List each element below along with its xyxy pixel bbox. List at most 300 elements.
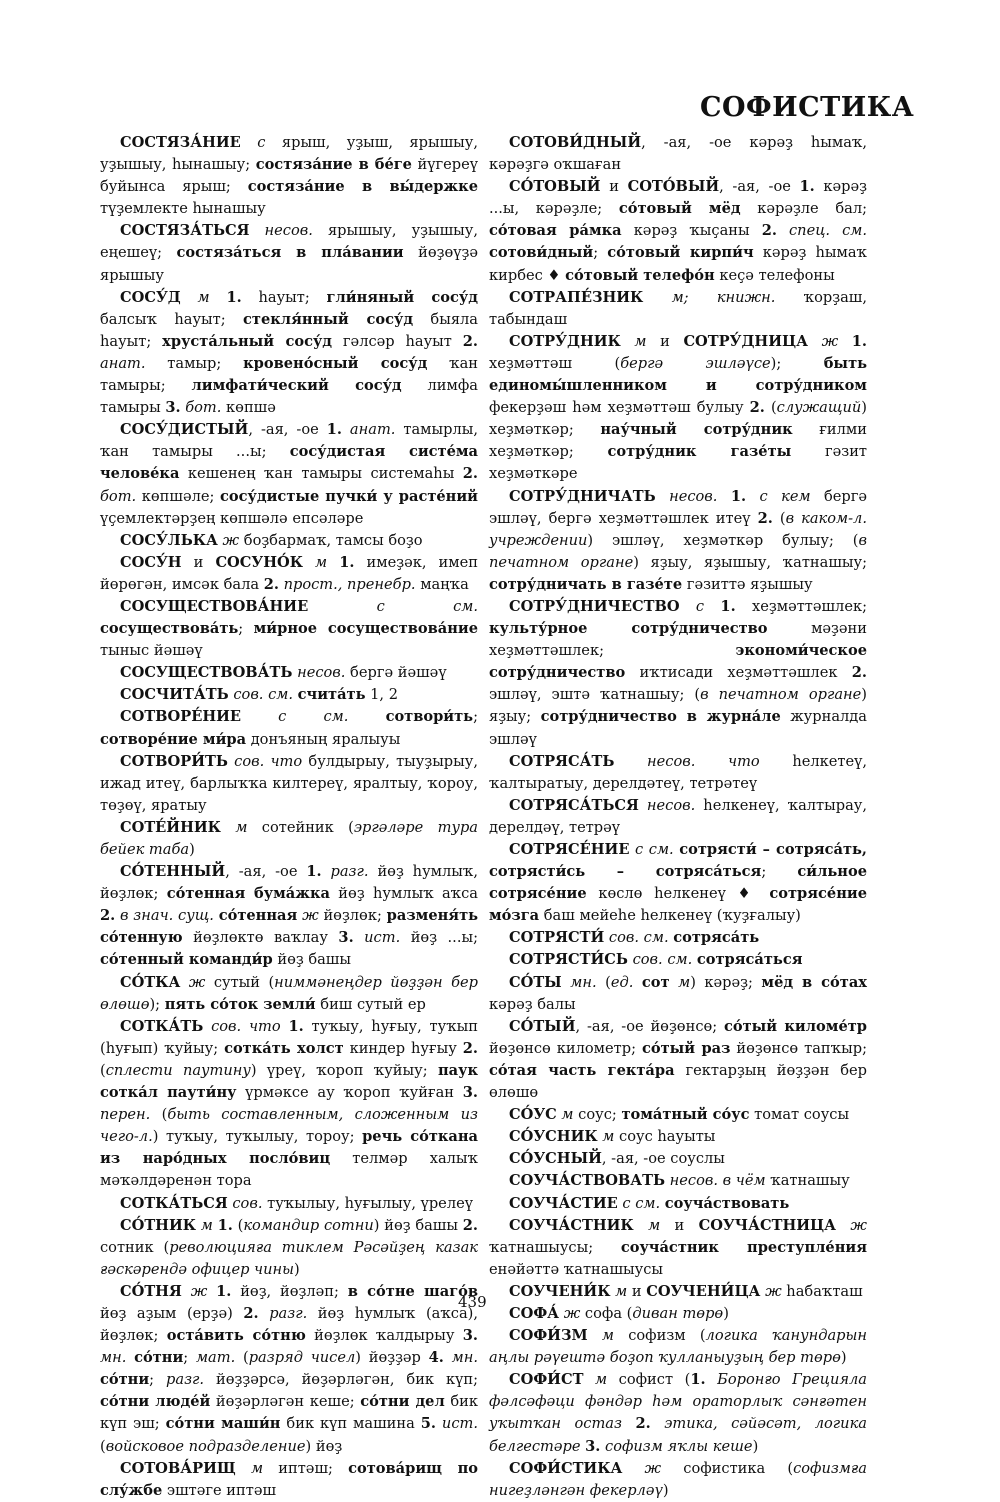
bold-phrase: состяза́ние в бе́ге <box>255 156 412 174</box>
grammar-label: с <box>240 134 266 151</box>
entry-text: ғилми хеҙмәткәр; <box>489 421 867 461</box>
grammar-label: ж <box>559 1304 581 1322</box>
entry-text: баш мейеһе һелкенеү (ҡуҙғалыу) <box>539 907 801 925</box>
bold-phrase: сотру́дничать в газе́те <box>489 575 683 593</box>
entry-text: сотейник ( <box>247 818 354 836</box>
entry-text: и <box>660 1216 699 1234</box>
grammar-label: в знач. сущ. <box>115 907 214 925</box>
entry-text <box>717 488 730 505</box>
grammar-label: м <box>610 1282 628 1300</box>
entry-text <box>838 333 852 350</box>
entry-text: мәҙәни хеҙмәттәшлек; <box>489 620 867 660</box>
dictionary-entry <box>100 596 478 662</box>
bold-phrase: экономи́ческое сотру́дничество <box>489 642 867 682</box>
bold-phrase: со́тни дел <box>360 1393 445 1411</box>
grammar-label: сов. см. <box>228 686 294 704</box>
grammar-label: мн. <box>443 1349 478 1367</box>
entry-text: сотник ( <box>100 1238 170 1256</box>
entry-text: , -ая, -ое соуслы <box>601 1150 725 1168</box>
grammar-label: м <box>587 1327 614 1345</box>
bold-phrase: со́тенный команди́р <box>100 951 273 969</box>
entry-text: йөҙөнсө тапҡыр; <box>730 1039 867 1057</box>
entry-text: ; <box>183 1349 196 1367</box>
bold-phrase: сотвори́ть <box>385 708 474 726</box>
grammar-label: диван төрө <box>632 1304 724 1322</box>
grammar-label: ед. <box>610 973 634 991</box>
entry-text: соус һауыты <box>614 1128 716 1146</box>
entry-text: ) яҙыу, яҙышыу, ҡатнашыу; <box>633 553 868 571</box>
entry-text: көпшә <box>221 399 276 417</box>
dictionary-entry <box>489 972 867 1016</box>
dictionary-entry <box>100 817 478 861</box>
grammar-label: бот. <box>180 399 222 417</box>
bold-phrase: 1. <box>216 1282 232 1300</box>
grammar-label: сов. см. <box>604 929 669 947</box>
entry-text: йөҙәрләгән кеше; <box>210 1393 361 1411</box>
entry-text: ) яҙыу; <box>489 686 867 726</box>
grammar-label: м <box>556 1106 574 1124</box>
bold-phrase: 3. <box>585 1437 601 1455</box>
entry-text: ) үреү, ҡороп ҡуйыу; <box>250 1061 438 1079</box>
entry-text: кәрәҙ ...ы, кәрәҙле; <box>489 178 867 218</box>
entry-text: йөҙөүҙә ярышыу <box>100 244 478 284</box>
entry-text: йүгереү буйынса ярыш; <box>100 156 478 196</box>
bold-phrase: 5. <box>420 1415 436 1433</box>
entry-text: ; <box>593 244 608 262</box>
headword: СОУЧА́СТВОВАТЬ <box>509 1172 666 1190</box>
dictionary-entry <box>100 220 478 286</box>
entry-text: йөҙлөк; <box>318 907 387 925</box>
bold-phrase: 1. <box>226 288 242 306</box>
headword: СО́ТНЯ <box>120 1282 182 1300</box>
grammar-label: несов. <box>638 796 696 814</box>
grammar-label: бергә эшләүсе <box>620 354 771 372</box>
bold-phrase: культу́рное сотру́дничество <box>489 620 768 638</box>
headword: СОУЧЕНИ́К <box>509 1282 611 1300</box>
headword: СОТРУ́ДНИЧАТЬ <box>509 487 656 505</box>
entry-text: йөҙлөк ҡалдырыу <box>305 1327 463 1345</box>
grammar-label: сов. см. <box>627 951 693 969</box>
dictionary-entry <box>100 684 478 706</box>
dictionary-entry <box>100 552 478 596</box>
grammar-label: ж <box>760 1282 782 1300</box>
entry-text: туҡылыу, һуғылыу, үрелеү <box>262 1194 473 1212</box>
headword: СО́ТНИК <box>120 1216 197 1234</box>
entry-text <box>633 974 642 991</box>
grammar-label: сов. что <box>227 752 303 770</box>
bold-phrase: со́тни маши́н <box>165 1415 281 1433</box>
grammar-label: сов. что <box>203 1017 281 1035</box>
dictionary-entry <box>100 132 478 220</box>
dictionary-entry <box>100 1016 478 1193</box>
grammar-label: м <box>597 1128 615 1146</box>
bold-phrase: состяза́ние в вы́держке <box>247 178 478 196</box>
grammar-label: м <box>220 818 248 836</box>
bold-phrase: со́тенная бума́жка <box>166 885 330 903</box>
bold-phrase: 3. <box>462 1084 478 1102</box>
headword: СОТОВИ́ДНЫЙ <box>509 134 642 151</box>
dictionary-entry <box>100 751 478 817</box>
bold-phrase: со́товый телефо́н <box>565 266 715 284</box>
grammar-label: этика, сәйәсәт, логика белгестәре <box>489 1415 868 1455</box>
headword: СОСЧИТА́ТЬ <box>120 686 229 704</box>
bold-phrase: 4. <box>428 1349 444 1367</box>
entry-text <box>207 1283 216 1300</box>
entry-text: ) кәрәҙ; <box>690 973 762 991</box>
grammar-label: разг. <box>166 1371 205 1389</box>
entry-text <box>651 1415 664 1432</box>
entry-text: ) <box>840 1349 847 1367</box>
dictionary-entry <box>489 1016 867 1104</box>
headword: СОСУЩЕСТВОВА́ТЬ <box>120 664 293 682</box>
grammar-label: в каком-л. учреждении <box>489 509 867 549</box>
headword: СОТРУ́ДНИЧЕСТВО <box>509 597 680 615</box>
entry-text: ) хеҙмәткәр; <box>489 399 867 439</box>
entry-text: ( <box>772 509 786 527</box>
grammar-label: несов. что <box>614 752 760 770</box>
bold-phrase: со́тни люде́й <box>100 1393 211 1411</box>
grammar-label: мн. <box>100 1349 127 1367</box>
headword: СОТРЯСТИ́СЬ <box>509 951 628 969</box>
grammar-label: с см. <box>308 597 478 615</box>
bold-phrase: со́тая часть гекта́ра <box>489 1061 675 1079</box>
entry-text: кәрәҙ һымаҡ кирбес ♦ <box>489 244 867 284</box>
bold-phrase: сосуществова́ть <box>100 620 239 638</box>
headword: СОСТЯЗА́НИЕ <box>120 134 241 151</box>
bold-phrase: сотрясти́ – сотряса́ть, сотрясти́сь – сотряса́ться <box>489 841 867 881</box>
entry-text: софизм ( <box>613 1327 706 1345</box>
grammar-label: с <box>679 597 705 615</box>
headword: СОСУ́Н <box>120 553 182 571</box>
bold-phrase: в со́тне шаго́в <box>347 1282 479 1300</box>
bold-phrase: счита́ть <box>297 686 366 704</box>
headword: СО́ТЫ <box>509 973 562 991</box>
entry-text: кәрәҙле бал; <box>740 200 868 218</box>
entry-text: ( <box>232 1216 244 1234</box>
grammar-label: разряд чисел <box>248 1349 356 1367</box>
headword: СОТРУ́ДНИК <box>509 332 621 350</box>
bold-phrase: сотру́дничество в журна́ле <box>540 708 781 726</box>
entry-text <box>210 289 227 306</box>
bold-phrase: сосу́дистая систе́ма челове́ка <box>100 443 479 483</box>
grammar-label: войсковое подразделение <box>105 1437 306 1455</box>
entry-text: ярыш, уҙыш, ярышыу, уҙышыу, һынашыу; <box>100 134 478 174</box>
entry-text: ( <box>100 1061 106 1079</box>
headword: СОУЧЕНИ́ЦА <box>646 1282 761 1300</box>
bold-phrase: сотру́дник газе́ты <box>607 443 792 461</box>
entry-text: һелкенеү, ҡалтырау, дерелдәү, тетрәү <box>489 796 867 836</box>
grammar-label: м <box>669 973 691 991</box>
entry-text: йөҙ башы <box>272 951 351 969</box>
grammar-label: быть составленным, сложенным из чего-л. <box>100 1106 478 1146</box>
bold-phrase: со́товый мёд <box>618 200 741 218</box>
entry-text: иптәш; <box>263 1459 349 1477</box>
entry-text: йөҙ ...ы; <box>400 929 478 947</box>
dictionary-entry <box>489 795 867 839</box>
entry-text <box>706 1371 718 1388</box>
bold-phrase: тома́тный со́ус <box>621 1106 750 1124</box>
entry-text: ); <box>149 995 165 1013</box>
left-column <box>100 132 478 1502</box>
grammar-label: ист. <box>436 1415 478 1433</box>
dictionary-entry <box>100 1193 478 1215</box>
entry-text: и <box>600 178 628 196</box>
entry-text: кешенең ҡан тамыры системаһы <box>179 465 463 483</box>
headword: СОТВОРИ́ТЬ <box>120 752 228 770</box>
headword: СО́ТКА <box>120 973 181 991</box>
entry-text: , -ая, -ое йөҙөнсө; <box>575 1017 725 1035</box>
grammar-label: ж <box>180 973 206 991</box>
bold-phrase: 2. <box>761 222 777 240</box>
entry-text: йөҙ һумлыҡ (аҡса), йөҙлөк; <box>100 1304 479 1345</box>
headword: СОУЧА́СТИЕ <box>509 1194 618 1212</box>
entry-text <box>126 1349 134 1366</box>
entry-text: бик күп эш; <box>100 1393 478 1433</box>
bold-phrase: сот <box>641 973 670 991</box>
grammar-label: ж <box>622 1459 662 1477</box>
entry-text: йөҙ аҙым (ерҙә) <box>100 1304 244 1322</box>
headword: СОФИ́СТИКА <box>509 1459 623 1477</box>
bold-phrase: 1. <box>306 863 322 881</box>
entry-text: ; <box>149 1371 167 1389</box>
entry-text: ( <box>596 973 611 991</box>
entry-text: ) <box>662 1481 669 1499</box>
entry-text: бергә йәшәү <box>345 664 447 682</box>
entry-text: һауыт; <box>241 288 327 306</box>
grammar-label: бот. <box>100 487 137 505</box>
entry-text: йөҙлөктө ваҡлау <box>182 929 339 947</box>
entry-text: эштәге иптәш <box>162 1481 277 1499</box>
bold-phrase: со́тенная <box>218 907 298 925</box>
entry-text: журналда эшләү <box>489 708 867 748</box>
entry-text: тыныс йәшәү <box>100 642 203 660</box>
dictionary-entry <box>100 1458 478 1502</box>
headword: СОТРЯСА́ТЬСЯ <box>509 796 639 814</box>
bold-phrase: состяза́ться в пла́вании <box>176 244 404 262</box>
entry-text: көпшәле; <box>136 487 221 505</box>
bold-phrase: 1. <box>851 332 867 350</box>
grammar-label: ист. <box>353 929 401 947</box>
entry-text: соус; <box>573 1106 622 1124</box>
entry-text <box>704 598 720 615</box>
dictionary-entry <box>489 287 867 331</box>
entry-text: йөҙ, йөҙләп; <box>231 1282 348 1300</box>
dictionary-entry <box>489 1325 867 1369</box>
bold-phrase: 3. <box>338 929 354 947</box>
grammar-label: ж <box>217 531 240 549</box>
grammar-label: м <box>633 1216 661 1234</box>
entry-text: ҡатнашыу <box>765 1172 850 1190</box>
entry-text: кәрәҙ ҡыҫаны <box>621 222 762 240</box>
headword: СОФИ́СТ <box>509 1371 584 1389</box>
headword: СОТРЯСЕ́НИЕ <box>509 841 630 858</box>
dictionary-entry <box>100 861 478 971</box>
dictionary-entry <box>489 1458 867 1502</box>
bold-phrase: соуча́ствовать <box>664 1194 790 1212</box>
headword: СО́ТОВЫЙ <box>509 178 601 196</box>
headword: СОТКА́ТЬСЯ <box>120 1194 228 1212</box>
entry-text: сутый ( <box>205 973 275 991</box>
grammar-label: анат. <box>341 421 396 439</box>
bold-phrase: 1. <box>217 1216 233 1234</box>
entry-text: эшләү, эштә ҡатнашыу; ( <box>489 686 701 704</box>
entry-text: гектарҙың йөҙҙән бер өлөшө <box>489 1061 867 1102</box>
bold-phrase: си́льное сотрясе́ние <box>489 863 867 903</box>
entry-text: ; <box>238 620 254 638</box>
entry-text: имеҙәк, имеп йөрөгән, имсәк бала <box>100 553 478 593</box>
bold-phrase: соуча́стник преступле́ния <box>620 1238 868 1256</box>
entry-text: гәзиттә яҙышыу <box>682 575 813 593</box>
bold-phrase: со́товый кирпи́ч <box>607 244 754 262</box>
entry-text: ) <box>723 1304 729 1322</box>
bold-phrase: речь со́ткана из наро́дных посло́виц <box>100 1128 478 1168</box>
entry-text: ; <box>761 863 798 881</box>
entry-text: йөҙөнсө километр; <box>489 1039 642 1057</box>
dictionary-entry <box>489 1281 867 1303</box>
grammar-label: ж <box>181 1282 208 1300</box>
entry-text: маңҡа <box>415 575 469 593</box>
entry-text: , -ая, -ое <box>719 178 800 196</box>
entry-text: ; <box>473 708 478 726</box>
entry-text: ярышыу, уҙышыу, еңешеү; <box>100 222 479 262</box>
entry-text: түҙемлекте һынашыу <box>100 200 266 218</box>
grammar-label: м <box>180 288 210 306</box>
dictionary-entry <box>100 530 478 552</box>
bold-phrase: лимфати́ческий сосу́д <box>191 377 402 395</box>
grammar-label: несов. <box>292 664 346 682</box>
dictionary-entry <box>489 1303 867 1325</box>
grammar-label: с см. <box>617 1194 661 1212</box>
bold-phrase: оста́вить со́тню <box>166 1327 306 1345</box>
entry-text: быяла һауыт; <box>100 310 479 350</box>
grammar-label: несов. <box>655 487 718 505</box>
bold-phrase: сотряса́ть <box>673 929 760 947</box>
dictionary-entry <box>489 1193 867 1215</box>
entry-text: ( <box>764 399 777 417</box>
dictionary-entry <box>489 751 867 795</box>
dictionary-entry <box>489 596 867 751</box>
bold-phrase: гли́няный сосу́д <box>326 288 478 306</box>
bold-phrase: 2. <box>100 907 116 925</box>
bold-phrase: 2. <box>243 1304 259 1322</box>
entry-text: томат соусы <box>749 1106 850 1124</box>
headword: СОТО́ВЫЙ <box>627 178 720 196</box>
grammar-label: революцияға тиклем Рәсәйҙең казак ғәскәрендә офицер чины <box>100 1238 478 1278</box>
grammar-label: м <box>583 1371 608 1389</box>
headword: СОТЕ́ЙНИК <box>120 818 221 836</box>
bold-phrase: мёд в со́тах <box>761 973 867 991</box>
headword: СОТРЯСТИ́ <box>509 929 605 947</box>
entry-text: донъяның яралыуы <box>246 730 401 748</box>
grammar-label: софизм яҡлы кеше <box>605 1437 753 1455</box>
entry-text: хеҙмәттәш ( <box>489 354 621 372</box>
dictionary-entry <box>100 972 478 1016</box>
bold-phrase: сосу́дистые пучки́ у расте́ний <box>220 487 478 505</box>
entry-text: софа ( <box>580 1304 633 1322</box>
grammar-label: служащий <box>776 399 862 417</box>
grammar-label: м <box>196 1216 213 1234</box>
grammar-label: м <box>235 1459 264 1477</box>
dictionary-entry <box>489 132 867 176</box>
dictionary-entry <box>100 1281 478 1458</box>
dictionary-entry <box>100 419 478 529</box>
entry-text: туҡыу, һуғыу, туҡып (һуғып) ҡуйыу; <box>100 1017 479 1057</box>
dictionary-entry <box>489 176 867 286</box>
entry-text: телмәр халыҡ мәҡәлдәренән тора <box>100 1150 478 1190</box>
bold-phrase: сотова́рищ по слу́жбе <box>100 1459 478 1499</box>
entry-text <box>348 708 385 725</box>
grammar-label: м <box>620 332 647 350</box>
grammar-label: ниммәнеңдер йөҙҙән бер өлөшө <box>100 973 478 1013</box>
bold-phrase: 1. <box>326 421 342 439</box>
entry-text: ( <box>150 1106 168 1124</box>
headword: СОТРАПЕ́ЗНИК <box>509 288 644 306</box>
dictionary-entry <box>489 1369 867 1457</box>
grammar-label: Боронғо Грецияла фәлсәфәци фәндәр һәм ораторлыҡ сәнғәтен уҡытҡан остаз <box>489 1371 868 1433</box>
grammar-label: сов. <box>227 1194 263 1212</box>
running-head: СОФИСТИКА <box>700 92 915 123</box>
bold-phrase: 1. <box>720 597 736 615</box>
entry-text <box>622 1415 635 1432</box>
dictionary-entry <box>489 949 867 971</box>
right-column <box>489 132 867 1502</box>
entry-text: софист ( <box>607 1371 691 1389</box>
grammar-label: м <box>303 553 328 571</box>
bold-phrase: сотови́дный <box>489 244 594 262</box>
entry-text: и <box>646 332 684 350</box>
grammar-label: ж <box>836 1216 867 1234</box>
entry-text: иҡтисади хеҙмәттәшлек <box>625 664 852 682</box>
entry-text: кеҫә телефоны <box>714 266 835 284</box>
bold-phrase: 1. <box>690 1371 706 1389</box>
entry-text: булдырыу, тыуҙырыу, ижад итеү, барлыҡҡа килтереү, яралтыу, ҡороу, төҙөү, яратыу <box>100 752 478 814</box>
grammar-label: в печатном органе <box>489 531 867 571</box>
bold-phrase: 2. <box>462 465 478 483</box>
bold-phrase: 2. <box>851 664 867 682</box>
entry-text: хеҙмәттәшлек; <box>735 597 868 615</box>
entry-text: софистика ( <box>661 1459 794 1477</box>
entry-text: ) <box>752 1437 759 1455</box>
bold-phrase: 2. <box>757 509 773 527</box>
entry-text: киндер һуғыу <box>343 1039 463 1057</box>
grammar-label: логика ҡанундарын аңлы рәүештә боҙоп ҡулланыуҙың бер төрө <box>489 1327 867 1367</box>
bold-phrase: со́товая ра́мка <box>489 222 622 240</box>
entry-text: һабаҡташ <box>781 1282 863 1300</box>
grammar-label: спец. см. <box>776 222 868 240</box>
dictionary-entry <box>489 839 867 927</box>
dictionary-entry <box>100 1215 478 1281</box>
headword: СОТРУ́ДНИЦА <box>683 332 808 350</box>
entry-text: лимфа тамыры <box>100 377 478 417</box>
bold-phrase: 1. <box>339 553 355 571</box>
headword: СОФИ́ЗМ <box>509 1327 588 1345</box>
entry-text: ( <box>100 1437 106 1455</box>
headword: СО́УС <box>509 1106 557 1124</box>
dictionary-entry <box>489 927 867 949</box>
headword: СОСУЩЕСТВОВА́НИЕ <box>120 597 309 615</box>
grammar-label: несов. <box>249 222 313 240</box>
bold-phrase: сотрясе́ние мо́зга <box>489 885 867 925</box>
headword: СОТОВА́РИЩ <box>120 1459 236 1477</box>
dictionary-entry <box>489 1104 867 1126</box>
grammar-label: с кем <box>746 487 811 505</box>
entry-text: биш сутый ер <box>315 995 426 1013</box>
bold-phrase: 2. <box>462 332 478 350</box>
bold-phrase: стекля́нный сосу́д <box>243 310 414 328</box>
grammar-label: разг. <box>321 863 369 881</box>
entry-text: ) йөҙ башы <box>373 1216 463 1234</box>
grammar-label: с см. <box>241 708 349 726</box>
